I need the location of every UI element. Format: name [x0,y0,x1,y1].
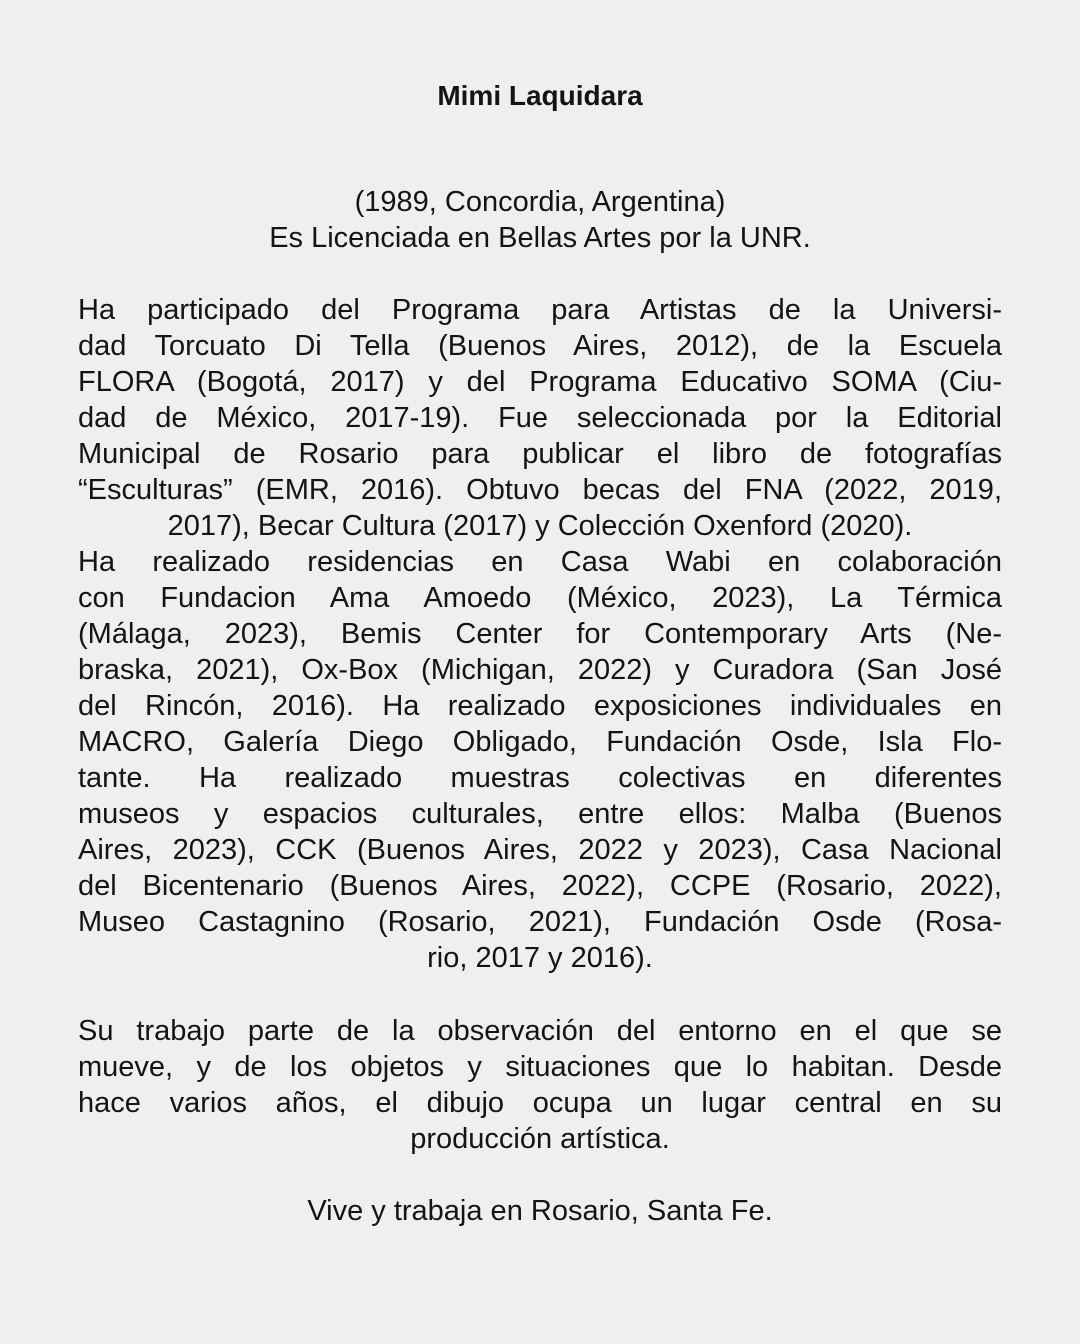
bio-line: dad de México, 2017-19). Fue seleccionada por la Editorial [78,402,1002,434]
residence-line: Vive y trabaja en Rosario, Santa Fe. [307,1195,773,1227]
work-paragraph [78,1013,1002,1157]
bio-line: con Fundacion Ama Amoedo (México, 2023), La Térmica [78,582,1002,614]
education-line: Es Licenciada en Bellas Artes por la UNR. [269,222,811,254]
work-line: Su trabajo parte de la observación del entorno en el que se [78,1015,1002,1047]
bio-line: braska, 2021), Ox-Box (Michigan, 2022) y Curadora (San José [78,654,1002,686]
bio-line: (Málaga, 2023), Bemis Center for Contemporary Arts (Ne- [78,618,1002,650]
birth-info-line: (1989, Concordia, Argentina) [354,186,726,218]
bio-line: dad Torcuato Di Tella (Buenos Aires, 2012), de la Escuela [78,330,1002,362]
intro-block [78,184,1002,256]
work-line: producción artística. [410,1123,670,1155]
bio-line: del Rincón, 2016). Ha realizado exposiciones individuales en [78,690,1002,722]
bio-line: Ha realizado residencias en Casa Wabi en colaboración [78,546,1002,578]
artist-name-heading: Mimi Laquidara [437,80,643,111]
bio-line: 2017), Becar Cultura (2017) y Colección Oxenford (2020). [167,510,913,542]
bio-line: rio, 2017 y 2016). [427,942,653,974]
bio-line: Aires, 2023), CCK (Buenos Aires, 2022 y 2023), Casa Nacional [78,834,1002,866]
bio-line: museos y espacios culturales, entre ellos: Malba (Buenos [78,798,1002,830]
bio-line: Museo Castagnino (Rosario, 2021), Fundación Osde (Rosa- [78,906,1002,938]
bio-line: Ha participado del Programa para Artistas de la Universi- [78,294,1002,326]
bio-line: Municipal de Rosario para publicar el libro de fotografías [78,438,1002,470]
work-line: hace varios años, el dibujo ocupa un lugar central en su [78,1087,1002,1119]
bio-paragraph [78,292,1002,976]
bio-line: MACRO, Galería Diego Obligado, Fundación Osde, Isla Flo- [78,726,1002,758]
bio-line: del Bicentenario (Buenos Aires, 2022), CCPE (Rosario, 2022), [78,870,1002,902]
bio-line: tante. Ha realizado muestras colectivas en diferentes [78,762,1002,794]
bio-line: FLORA (Bogotá, 2017) y del Programa Educativo SOMA (Ciu- [78,366,1002,398]
work-line: mueve, y de los objetos y situaciones que lo habitan. Desde [78,1051,1002,1083]
bio-line: “Esculturas” (EMR, 2016). Obtuvo becas del FNA (2022, 2019, [78,474,1002,506]
